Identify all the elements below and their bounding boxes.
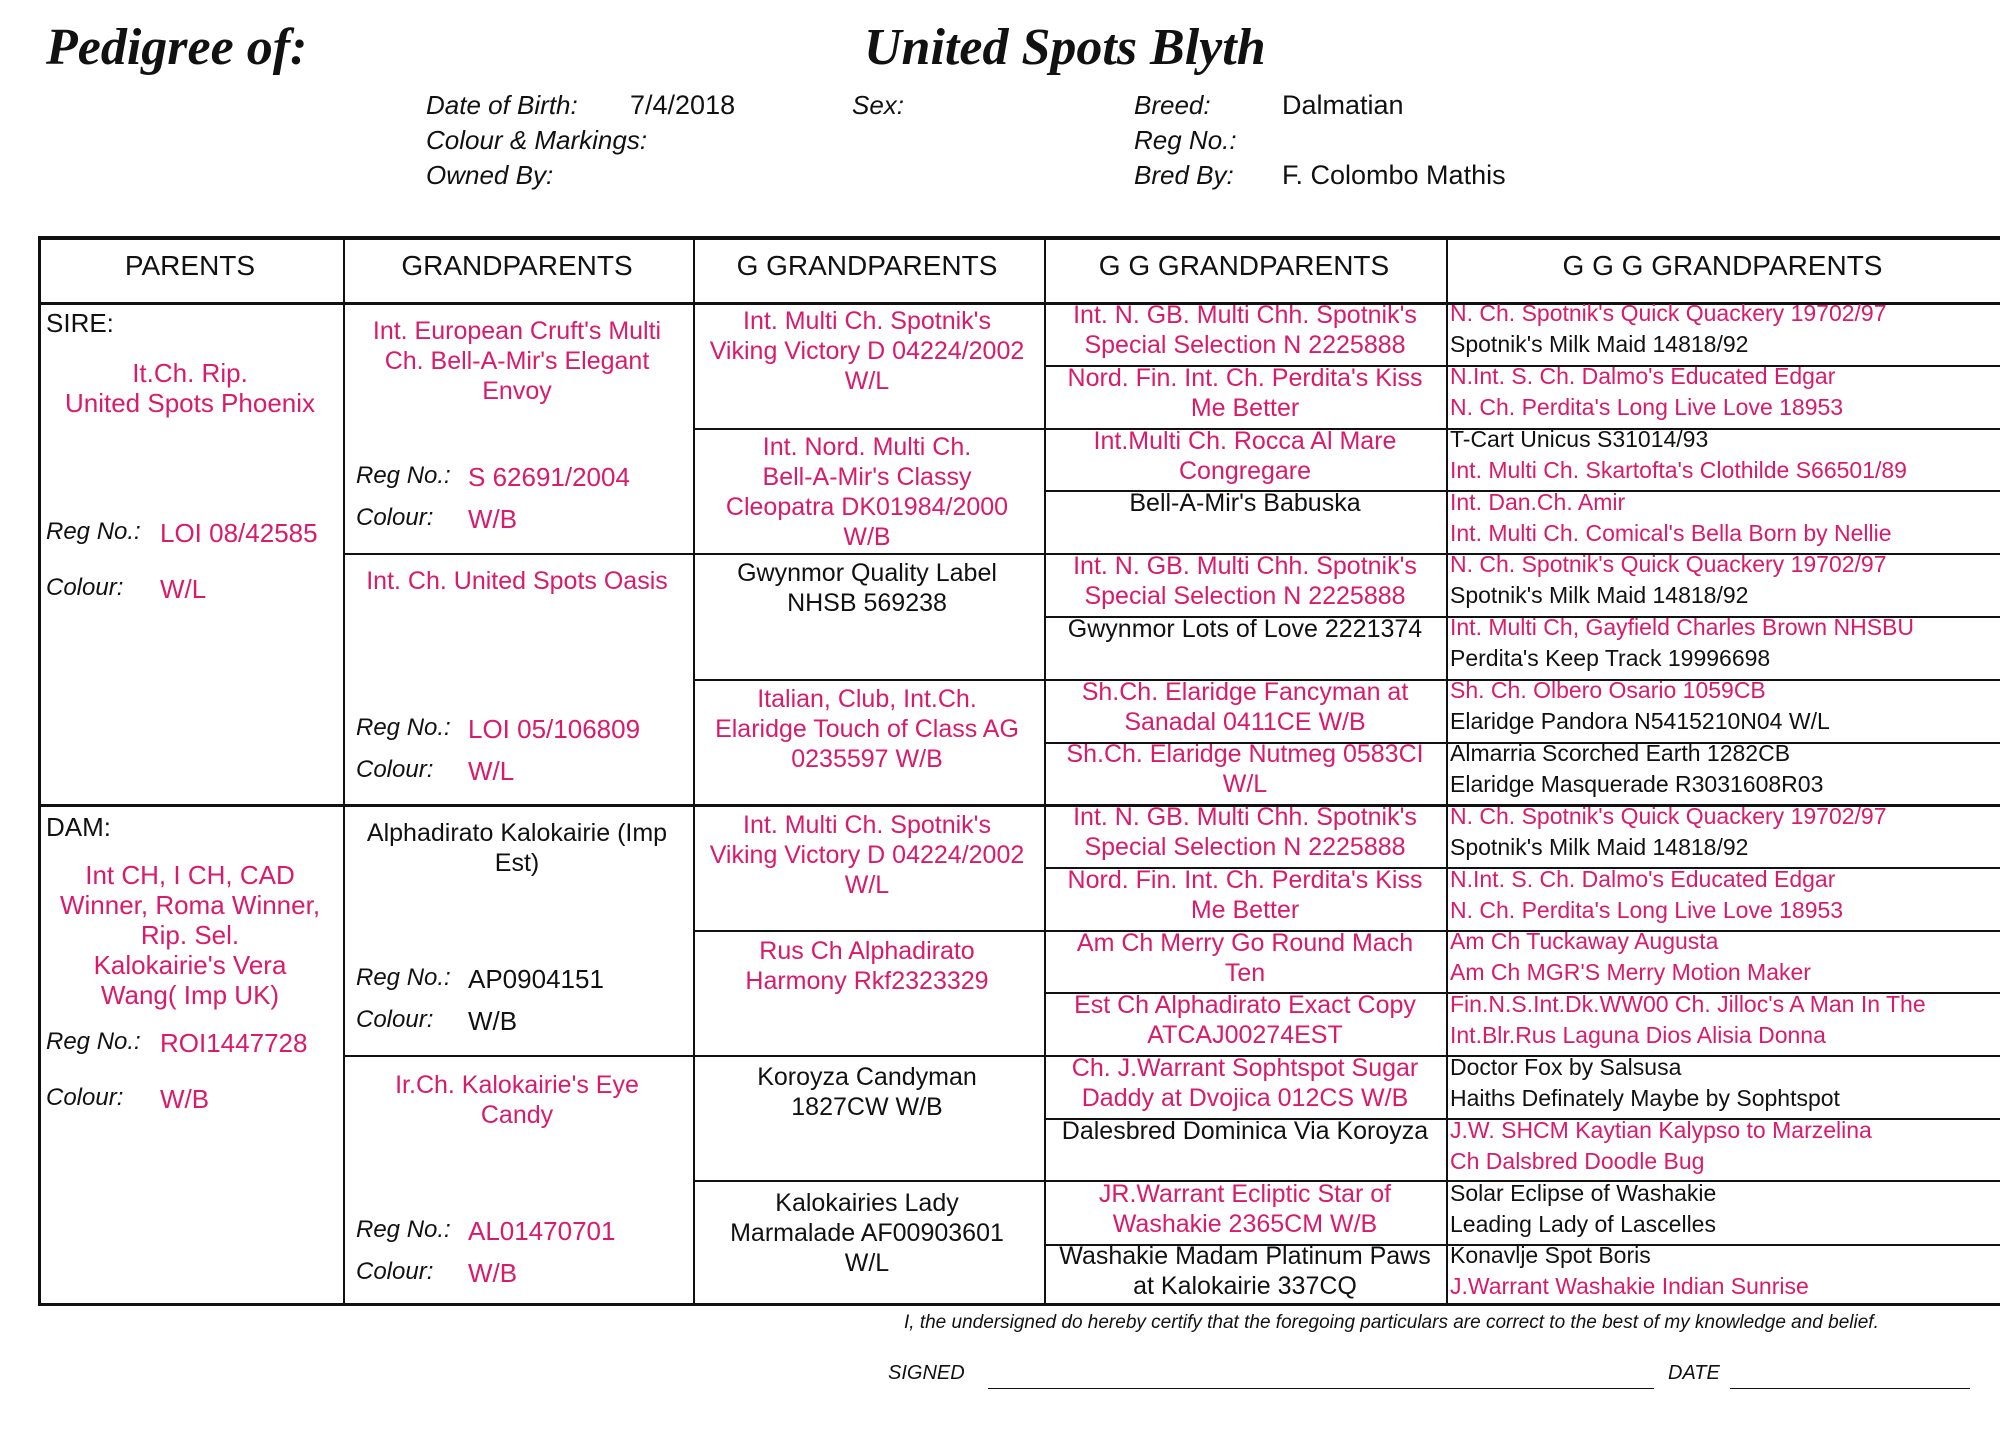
date-label: DATE xyxy=(1668,1362,1720,1384)
g-grandparent-cell xyxy=(694,1188,1040,1278)
grandparent-name-line: Candy xyxy=(480,1101,554,1129)
sire-colour-value: W/L xyxy=(160,574,207,604)
ggg-grandparent-entry: Am Ch Tuckaway Augusta xyxy=(1450,928,1719,954)
gg-grandparent-cell xyxy=(1044,739,1446,799)
grandparent-colour-value: W/B xyxy=(468,504,518,534)
column-header-ggg-grandparents: G G G GRANDPARENTS xyxy=(1562,250,1883,281)
dam-name-line: Winner, Roma Winner, xyxy=(59,890,321,920)
gg-grandparent-cell xyxy=(1044,928,1446,988)
dam-name-line: Int CH, I CH, CAD xyxy=(85,860,295,890)
gg-grandparent-cell xyxy=(1044,363,1446,423)
ancestor-name-line: Sanadal 0411CE W/B xyxy=(1124,708,1366,736)
colour-markings-label: Colour & Markings: xyxy=(426,125,648,155)
grandparent-colour-label: Colour: xyxy=(356,1258,434,1285)
gg-grandparent-cell xyxy=(1044,300,1446,360)
ggg-grandparent-entry: Doctor Fox by Salsusa xyxy=(1450,1054,1682,1080)
ggg-grandparent-entry: Int. Dan.Ch. Amir xyxy=(1450,489,1626,515)
dam-label: DAM: xyxy=(46,812,111,842)
grandparent-name xyxy=(346,818,688,878)
gg-grandparent-cell xyxy=(1044,426,1446,486)
gg-grandparent-cell xyxy=(1044,802,1446,862)
ancestor-name-line: Italian, Club, Int.Ch. xyxy=(757,685,977,713)
grandparent-reg-label: Reg No.: xyxy=(356,462,451,489)
sire-label: SIRE: xyxy=(46,308,114,338)
gg-grandparent-cell xyxy=(1044,1179,1446,1239)
g-grandparent-cell xyxy=(694,684,1040,774)
ancestor-name-line: Int. Nord. Multi Ch. xyxy=(762,433,972,461)
ancestor-name-line: 1827CW W/B xyxy=(791,1093,943,1121)
grandparent-name-line: Int. European Cruft's Multi xyxy=(372,317,662,345)
dog-name: United Spots Blyth xyxy=(864,19,1266,76)
grandparent-name xyxy=(346,566,688,596)
ancestor-name-line: Gwynmor Quality Label xyxy=(737,559,997,587)
ggg-grandparent-entry: Am Ch MGR'S Merry Motion Maker xyxy=(1450,959,1811,985)
ancestor-name-line: Cleopatra DK01984/2000 xyxy=(725,493,1009,521)
ancestor-name-line: Am Ch Merry Go Round Mach xyxy=(1076,929,1414,957)
grandparent-reg-label: Reg No.: xyxy=(356,964,451,991)
ggg-grandparent-entry: N. Ch. Perdita's Long Live Love 18953 xyxy=(1450,394,1844,420)
grandparent-name xyxy=(346,316,688,406)
ancestor-name-line: Washakie Madam Platinum Paws xyxy=(1059,1242,1431,1270)
dam-name-line: Kalokairie's Vera xyxy=(93,950,287,980)
ancestor-name-line: Kalokairies Lady xyxy=(775,1189,959,1217)
ancestor-name-line: W/L xyxy=(1222,770,1268,798)
breed-value: Dalmatian xyxy=(1282,90,1404,120)
ggg-grandparent-entry: N. Ch. Spotnik's Quick Quackery 19702/97 xyxy=(1450,300,1887,326)
ancestor-name-line: W/L xyxy=(844,367,890,395)
ancestor-name-line: Marmalade AF00903601 xyxy=(730,1219,1004,1247)
ancestor-name-line: Special Selection N 2225888 xyxy=(1084,833,1406,861)
gg-grandparent-cell xyxy=(1044,865,1446,925)
ancestor-name-line: Int.Multi Ch. Rocca Al Mare xyxy=(1093,427,1397,455)
ancestor-name-line: Daddy at Dvojica 012CS W/B xyxy=(1081,1084,1409,1112)
ggg-grandparent-entry: Spotnik's Milk Maid 14818/92 xyxy=(1450,331,1749,357)
grandparent-name-line: Alphadirato Kalokairie (Imp xyxy=(366,819,668,847)
gg-grandparent-cell xyxy=(1044,1116,1446,1146)
certification-statement: I, the undersigned do hereby certify that the foregoing particulars are correct to the best of my knowledge and belief. xyxy=(904,1312,1879,1333)
bred-by-value: F. Colombo Mathis xyxy=(1282,160,1506,190)
ggg-grandparent-entry: J.Warrant Washakie Indian Sunrise xyxy=(1450,1273,1809,1299)
ggg-grandparent-entry: N. Ch. Spotnik's Quick Quackery 19702/97 xyxy=(1450,803,1887,829)
ggg-grandparent-entry: Sh. Ch. Olbero Osario 1059CB xyxy=(1450,677,1766,703)
grandparent-name-line: Envoy xyxy=(482,377,552,405)
ggg-grandparent-entry: Int. Multi Ch, Gayfield Charles Brown NHSBU xyxy=(1450,614,1914,640)
ancestor-name-line: Ten xyxy=(1224,959,1266,987)
ancestor-name-line: Me Better xyxy=(1190,896,1300,924)
sire-reg-value: LOI 08/42585 xyxy=(160,518,318,548)
signed-label: SIGNED xyxy=(888,1362,965,1384)
dob-label: Date of Birth: xyxy=(426,90,578,120)
gg-grandparent-cell xyxy=(1044,677,1446,737)
ancestor-name-line: Nord. Fin. Int. Ch. Perdita's Kiss xyxy=(1067,866,1423,894)
ggg-grandparent-entry: Fin.N.S.Int.Dk.WW00 Ch. Jilloc's A Man In The xyxy=(1450,991,1926,1017)
grandparent-reg-label: Reg No.: xyxy=(356,1216,451,1243)
grandparent-colour-value: W/L xyxy=(468,756,515,786)
ancestor-name-line: NHSB 569238 xyxy=(787,589,947,617)
ggg-grandparent-entry: Haiths Definately Maybe by Sophtspot xyxy=(1450,1085,1840,1111)
ancestor-name-line: at Kalokairie 337CQ xyxy=(1133,1272,1357,1300)
gg-grandparent-cell xyxy=(1044,488,1446,518)
breed-label: Breed: xyxy=(1134,90,1211,120)
ancestor-name-line: Int. N. GB. Multi Chh. Spotnik's xyxy=(1073,552,1417,580)
grandparent-colour-label: Colour: xyxy=(356,1006,434,1033)
ancestor-name-line: W/L xyxy=(844,871,890,899)
ggg-grandparent-entry: Konavlje Spot Boris xyxy=(1450,1242,1651,1268)
sire-name-line: It.Ch. Rip. xyxy=(132,358,248,388)
g-grandparent-cell xyxy=(694,432,1040,552)
ancestor-name-line: Me Better xyxy=(1190,394,1300,422)
ggg-grandparent-entry: Leading Lady of Lascelles xyxy=(1450,1211,1716,1237)
grandparent-reg-value: AP0904151 xyxy=(468,964,604,994)
ggg-grandparent-entry: Spotnik's Milk Maid 14818/92 xyxy=(1450,582,1749,608)
ancestor-name-line: Int. N. GB. Multi Chh. Spotnik's xyxy=(1073,301,1417,329)
ancestor-name-line: W/B xyxy=(843,523,891,551)
ancestor-name-line: Int. Multi Ch. Spotnik's xyxy=(743,307,991,335)
owned-by-label: Owned By: xyxy=(426,160,554,190)
grandparent-reg-value: AL01470701 xyxy=(468,1216,616,1246)
g-grandparent-cell xyxy=(694,306,1040,396)
ancestor-name-line: Ch. J.Warrant Sophtspot Sugar xyxy=(1071,1054,1419,1082)
ggg-grandparent-entry: Perdita's Keep Track 19996698 xyxy=(1450,645,1771,671)
ggg-grandparent-entry: Int.Blr.Rus Laguna Dios Alisia Donna xyxy=(1450,1022,1826,1048)
gg-grandparent-cell xyxy=(1044,1241,1446,1301)
ancestor-name-line: Dalesbred Dominica Via Koroyza xyxy=(1061,1117,1429,1145)
sex-label: Sex: xyxy=(852,90,905,120)
ancestor-name-line: ATCAJ00274EST xyxy=(1147,1021,1343,1049)
ancestor-name-line: Congregare xyxy=(1178,457,1312,485)
g-grandparent-cell xyxy=(694,810,1040,900)
ancestor-name-line: Special Selection N 2225888 xyxy=(1084,331,1406,359)
bred-by-label: Bred By: xyxy=(1134,160,1234,190)
ggg-grandparent-entry: N. Ch. Perdita's Long Live Love 18953 xyxy=(1450,897,1844,923)
ggg-grandparent-entry: Elaridge Masquerade R3031608R03 xyxy=(1450,771,1824,797)
grandparent-name-line: Int. Ch. United Spots Oasis xyxy=(366,567,668,595)
grandparent-name-line: Ir.Ch. Kalokairie's Eye xyxy=(395,1071,639,1099)
ancestor-name-line: Sh.Ch. Elaridge Nutmeg 0583CI xyxy=(1066,740,1424,768)
ancestor-name-line: Viking Victory D 04224/2002 xyxy=(709,841,1025,869)
ancestor-name-line: Rus Ch Alphadirato xyxy=(759,937,975,965)
dam-reg-label: Reg No.: xyxy=(46,1028,141,1055)
ancestor-name-line: Sh.Ch. Elaridge Fancyman at xyxy=(1081,678,1409,706)
ancestor-name-line: Bell-A-Mir's Babuska xyxy=(1129,489,1361,517)
ancestor-name-line: JR.Warrant Ecliptic Star of xyxy=(1098,1180,1392,1208)
g-grandparent-cell xyxy=(694,1062,1040,1122)
grandparent-reg-label: Reg No.: xyxy=(356,714,451,741)
ancestor-name-line: Gwynmor Lots of Love 2221374 xyxy=(1067,615,1423,643)
gg-grandparent-cell xyxy=(1044,990,1446,1050)
grandparent-colour-value: W/B xyxy=(468,1258,518,1288)
ggg-grandparent-entry: N. Ch. Spotnik's Quick Quackery 19702/97 xyxy=(1450,551,1887,577)
column-header-grandparents: GRANDPARENTS xyxy=(401,250,633,281)
signature-line[interactable] xyxy=(988,1388,1654,1389)
ggg-grandparent-entry: N.Int. S. Ch. Dalmo's Educated Edgar xyxy=(1450,866,1836,892)
dam-colour-label: Colour: xyxy=(46,1084,124,1111)
ancestor-name-line: Int. Multi Ch. Spotnik's xyxy=(743,811,991,839)
grandparent-reg-value: LOI 05/106809 xyxy=(468,714,641,744)
dam-reg-value: ROI1447728 xyxy=(160,1028,308,1058)
g-grandparent-cell xyxy=(694,558,1040,618)
ggg-grandparent-entry: T-Cart Unicus S31014/93 xyxy=(1450,426,1709,452)
pedigree-title-label: Pedigree of: xyxy=(46,19,308,76)
sire-reg-label: Reg No.: xyxy=(46,518,141,545)
grandparent-name-line: Est) xyxy=(494,849,540,877)
ancestor-name-line: Int. N. GB. Multi Chh. Spotnik's xyxy=(1073,803,1417,831)
ancestor-name-line: Harmony Rkf2323329 xyxy=(745,967,989,995)
gg-grandparent-cell xyxy=(1044,551,1446,611)
sire-name xyxy=(42,358,338,418)
ancestor-name-line: Nord. Fin. Int. Ch. Perdita's Kiss xyxy=(1067,364,1423,392)
ggg-grandparent-entry: Elaridge Pandora N5415210N04 W/L xyxy=(1450,708,1830,734)
sire-name-line: United Spots Phoenix xyxy=(64,388,316,418)
column-divider xyxy=(1446,240,1448,1303)
g-grandparent-cell xyxy=(694,936,1040,996)
gg-grandparent-cell xyxy=(1044,1053,1446,1113)
gg-grandparent-cell xyxy=(1044,614,1446,644)
sire-colour-label: Colour: xyxy=(46,574,124,601)
ggg-grandparent-entry: Almarria Scorched Earth 1282CB xyxy=(1450,740,1791,766)
grandparent-colour-label: Colour: xyxy=(356,756,434,783)
grandparent-name-line: Ch. Bell-A-Mir's Elegant xyxy=(384,347,650,375)
column-divider xyxy=(343,240,345,1303)
ancestor-name-line: Bell-A-Mir's Classy xyxy=(762,463,972,491)
ancestor-name-line: Est Ch Alphadirato Exact Copy xyxy=(1074,991,1416,1019)
column-header-parents: PARENTS xyxy=(124,250,256,281)
ggg-grandparent-entry: Int. Multi Ch. Comical's Bella Born by Nellie xyxy=(1450,520,1892,546)
dob-value: 7/4/2018 xyxy=(630,90,736,120)
ggg-grandparent-entry: J.W. SHCM Kaytian Kalypso to Marzelina xyxy=(1450,1117,1872,1143)
ancestor-name-line: Special Selection N 2225888 xyxy=(1084,582,1406,610)
ggg-grandparent-entry: Solar Eclipse of Washakie xyxy=(1450,1180,1717,1206)
reg-no-label: Reg No.: xyxy=(1134,125,1237,155)
ggg-grandparent-entry: Spotnik's Milk Maid 14818/92 xyxy=(1450,834,1749,860)
dam-name-line: Wang( Imp UK) xyxy=(100,980,280,1010)
date-line[interactable] xyxy=(1730,1388,1970,1389)
ggg-grandparent-entry: Int. Multi Ch. Skartofta's Clothilde S66501/89 xyxy=(1450,457,1907,483)
ancestor-name-line: Koroyza Candyman xyxy=(757,1063,977,1091)
column-header-gg-grandparents: G G GRANDPARENTS xyxy=(1098,250,1390,281)
ggg-grandparent-entry: Ch Dalsbred Doodle Bug xyxy=(1450,1148,1705,1174)
ancestor-name-line: W/L xyxy=(844,1249,890,1277)
grandparent-name xyxy=(346,1070,688,1130)
ancestor-name-line: Washakie 2365CM W/B xyxy=(1112,1210,1378,1238)
dam-name xyxy=(42,860,338,1010)
grandparent-colour-label: Colour: xyxy=(356,504,434,531)
grandparent-colour-value: W/B xyxy=(468,1006,518,1036)
ancestor-name-line: 0235597 W/B xyxy=(791,745,943,773)
dam-name-line: Rip. Sel. xyxy=(140,920,240,950)
ggg-grandparent-entry: N.Int. S. Ch. Dalmo's Educated Edgar xyxy=(1450,363,1836,389)
ancestor-name-line: Elaridge Touch of Class AG xyxy=(715,715,1019,743)
dam-colour-value: W/B xyxy=(160,1084,210,1114)
grandparent-reg-value: S 62691/2004 xyxy=(468,462,630,492)
column-header-g-grandparents: G GRANDPARENTS xyxy=(736,250,998,281)
ancestor-name-line: Viking Victory D 04224/2002 xyxy=(709,337,1025,365)
